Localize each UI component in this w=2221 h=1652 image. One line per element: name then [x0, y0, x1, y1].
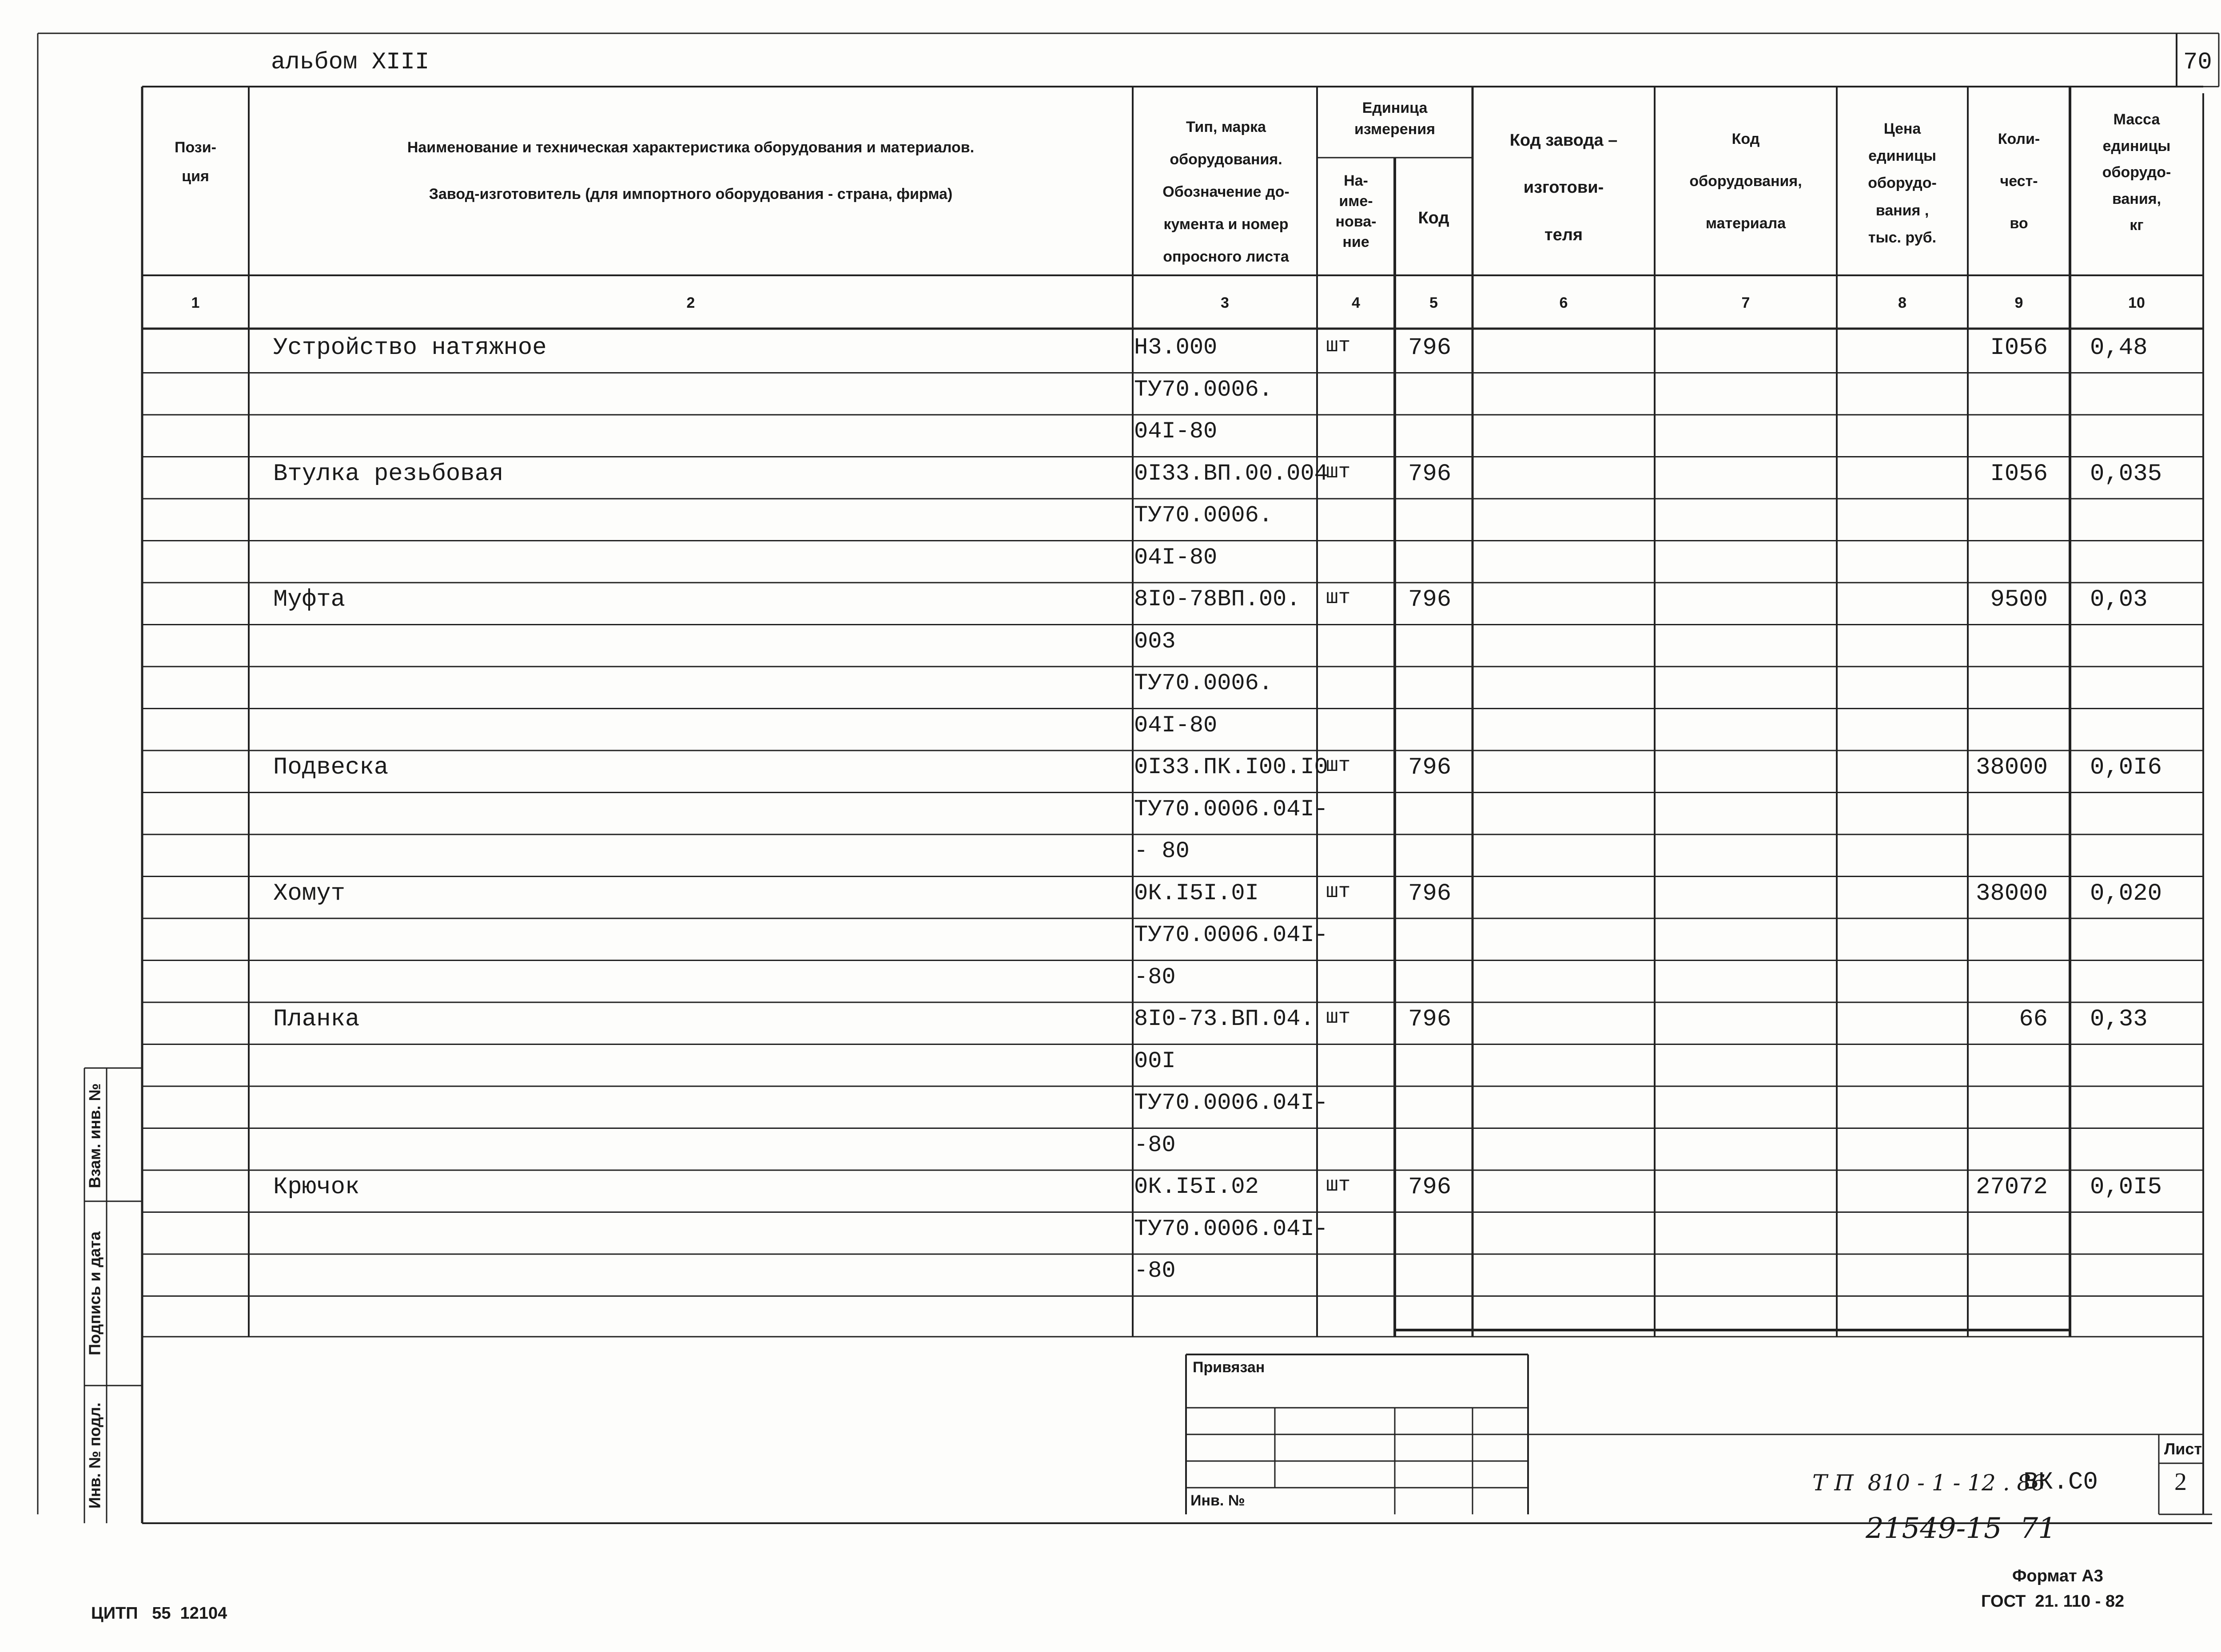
row-name: Втулка резьбовая — [273, 460, 504, 488]
row-name: Крючок — [273, 1174, 360, 1201]
header-name-line1: Наименование и техническая характеристика оборудования и материалов. — [407, 139, 975, 156]
doc-code: Т П 810 - 1 - 12 . 86 — [1812, 1470, 2046, 1496]
stamp-privyazan: Привязан — [1193, 1359, 1265, 1376]
header-unit-name: На- име- нова- ние — [1335, 172, 1377, 250]
row-name: Хомут — [273, 880, 346, 907]
row-qty: 27072 — [1975, 1174, 2048, 1201]
stamp-inv-no: Инв. № — [1190, 1492, 1245, 1509]
col-num-2: 2 — [686, 294, 695, 311]
row-type: 8I0-78ВП.00. — [1134, 586, 1301, 612]
side-inv-podl-label: Инв. № подл. — [85, 1402, 104, 1509]
gost-label: ГОСТ 21. 110 - 82 — [1981, 1592, 2125, 1611]
page-number: 70 — [2183, 49, 2212, 76]
col-num-4: 4 — [1352, 294, 1360, 311]
row-unit: шт — [1326, 880, 1351, 903]
header-unit: Единица измерения — [1354, 99, 1435, 138]
row-type: -80 — [1134, 1258, 1176, 1284]
format-label: Формат А3 — [2012, 1567, 2103, 1585]
header-type: Тип, марка оборудования. Обозначение до- кумента и номер опросного листа — [1162, 119, 1290, 266]
handwritten-number: 21549-15 71 — [1866, 1512, 2056, 1545]
header-pos: Пози- ция — [175, 139, 216, 185]
row-type: 0I33.ВП.00.004 — [1134, 460, 1328, 487]
row-code: 796 — [1408, 754, 1452, 781]
col-num-10: 10 — [2128, 294, 2145, 311]
row-type: 0I33.ПК.I00.I0 — [1134, 754, 1328, 780]
row-unit: шт — [1326, 1174, 1351, 1197]
header-unit-code: Код — [1418, 209, 1449, 227]
row-code: 796 — [1408, 1006, 1452, 1033]
col-num-6: 6 — [1559, 294, 1568, 311]
row-type: 04I-80 — [1134, 544, 1218, 571]
doc-suffix: ВК.С0 — [2023, 1468, 2098, 1496]
row-code: 796 — [1408, 880, 1452, 907]
row-type: ТУ70.0006.04I- — [1134, 1215, 1328, 1242]
header-qty: Коли- чест- во — [1998, 131, 2040, 232]
row-mass: 0,33 — [2090, 1006, 2148, 1033]
row-qty: I056 — [1990, 334, 2048, 361]
row-type: 0К.I5I.02 — [1134, 1174, 1259, 1200]
row-type: ТУ70.0006. — [1134, 376, 1273, 403]
row-code: 796 — [1408, 586, 1452, 613]
row-type: ТУ70.0006.04I- — [1134, 796, 1328, 822]
row-code: 796 — [1408, 334, 1452, 361]
row-qty: 9500 — [1990, 586, 2048, 613]
header-mass: Масса единицы оборудо- вания, кг — [2102, 111, 2171, 234]
side-podpis-label: Подпись и дата — [85, 1231, 104, 1355]
col-num-7: 7 — [1741, 294, 1750, 311]
row-name: Планка — [273, 1006, 360, 1033]
row-qty: 38000 — [1975, 880, 2048, 907]
header-price: Цена единицы оборудо- вания , тыс. руб. — [1868, 120, 1937, 246]
row-mass: 0,035 — [2090, 460, 2162, 488]
header-equip-code: Код оборудования, материала — [1689, 131, 1802, 232]
row-unit: шт — [1326, 334, 1351, 357]
col-num-5: 5 — [1429, 294, 1438, 311]
row-type: 003 — [1134, 628, 1176, 655]
row-type: 8I0-73.ВП.04. — [1134, 1006, 1314, 1032]
side-vzam-label: Взам. инв. № — [85, 1083, 104, 1188]
row-qty: 38000 — [1975, 754, 2048, 781]
row-qty: 66 — [2019, 1006, 2048, 1033]
col-num-3: 3 — [1221, 294, 1229, 311]
row-mass: 0,020 — [2090, 880, 2162, 907]
row-type: ТУ70.0006.04I- — [1134, 1090, 1328, 1116]
album-label: альбом XIII — [271, 49, 430, 76]
row-mass: 0,0I5 — [2090, 1174, 2162, 1201]
row-unit: шт — [1326, 460, 1351, 484]
row-type: 0К.I5I.0I — [1134, 880, 1259, 906]
row-type: 04I-80 — [1134, 418, 1218, 445]
row-type: Н3.000 — [1134, 334, 1218, 361]
sheet-label: Лист — [2164, 1440, 2202, 1458]
row-type: 04I-80 — [1134, 712, 1218, 739]
row-type: - 80 — [1134, 838, 1190, 864]
row-unit: шт — [1326, 1006, 1351, 1029]
col-num-9: 9 — [2014, 294, 2023, 311]
row-mass: 0,03 — [2090, 586, 2148, 613]
row-code: 796 — [1408, 460, 1452, 488]
row-type: ТУ70.0006. — [1134, 502, 1273, 528]
row-type: 00I — [1134, 1048, 1176, 1074]
row-name: Устройство натяжное — [273, 334, 547, 361]
row-qty: I056 — [1990, 460, 2048, 488]
row-name: Муфта — [273, 586, 346, 613]
row-type: -80 — [1134, 964, 1176, 990]
row-code: 796 — [1408, 1174, 1452, 1201]
row-type: -80 — [1134, 1132, 1176, 1158]
sheet-number: 2 — [2174, 1468, 2187, 1496]
col-num-8: 8 — [1898, 294, 1907, 311]
header-factory-code: Код завода – изготови- теля — [1509, 131, 1618, 244]
header-name-line2: Завод-изготовитель (для импортного оборудования - страна, фирма) — [429, 186, 953, 203]
row-mass: 0,48 — [2090, 334, 2148, 361]
row-type: ТУ70.0006.04I- — [1134, 922, 1328, 948]
row-unit: шт — [1326, 754, 1351, 777]
row-name: Подвеска — [273, 754, 389, 781]
citp-label: ЦИТП 55 12104 — [91, 1604, 227, 1623]
row-unit: шт — [1326, 586, 1351, 609]
row-type: ТУ70.0006. — [1134, 670, 1273, 696]
row-mass: 0,0I6 — [2090, 754, 2162, 781]
col-num-1: 1 — [191, 294, 200, 311]
